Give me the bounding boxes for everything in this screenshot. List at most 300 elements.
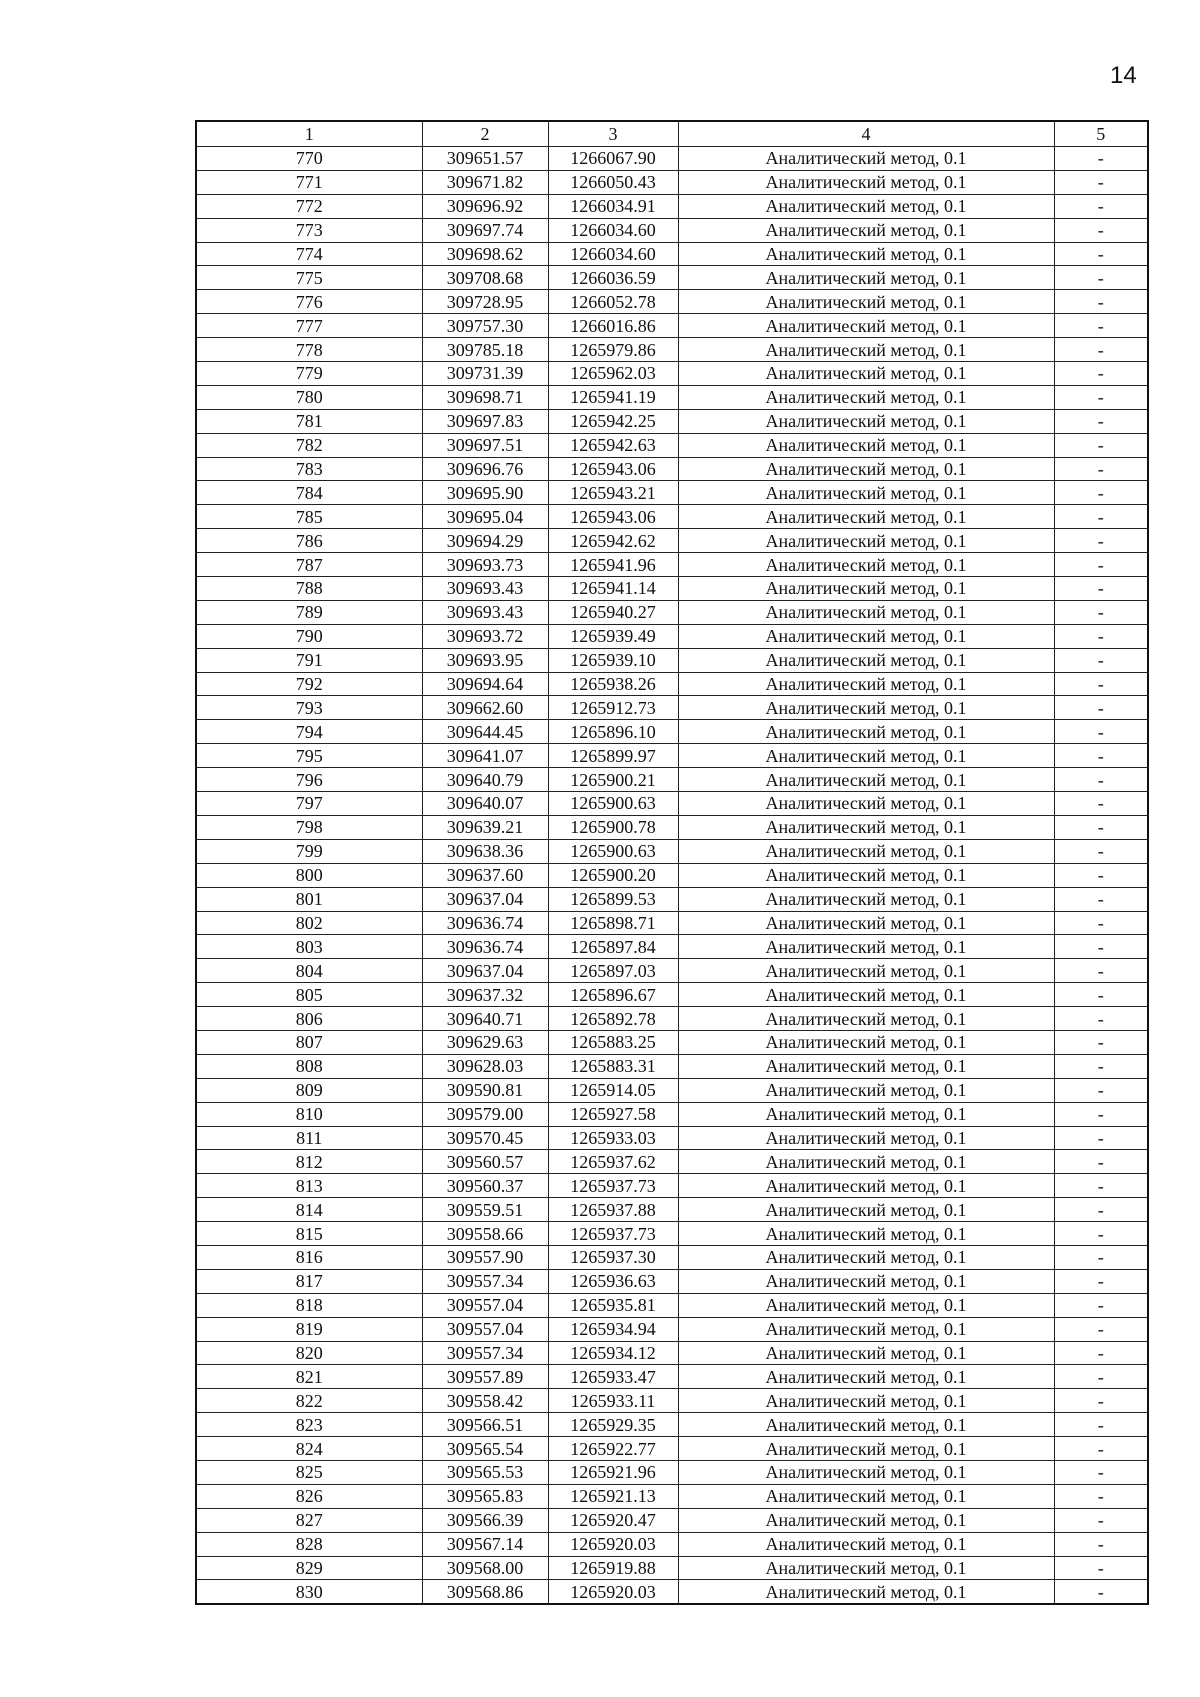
x-coordinate-cell: 309693.95 xyxy=(422,648,548,672)
method-cell: Аналитический метод, 0.1 xyxy=(678,218,1054,242)
x-coordinate-cell: 309557.04 xyxy=(422,1317,548,1341)
x-coordinate-cell: 309557.04 xyxy=(422,1293,548,1317)
y-coordinate-cell: 1265892.78 xyxy=(548,1007,678,1031)
table-row xyxy=(196,553,1148,577)
x-coordinate-cell: 309637.04 xyxy=(422,887,548,911)
description-cell: - xyxy=(1054,744,1148,768)
table-row xyxy=(196,409,1148,433)
x-coordinate-cell: 309560.37 xyxy=(422,1174,548,1198)
method-cell: Аналитический метод, 0.1 xyxy=(678,815,1054,839)
y-coordinate-cell: 1266052.78 xyxy=(548,290,678,314)
point-number-cell: 788 xyxy=(196,577,422,601)
method-cell: Аналитический метод, 0.1 xyxy=(678,744,1054,768)
method-cell: Аналитический метод, 0.1 xyxy=(678,1198,1054,1222)
method-cell: Аналитический метод, 0.1 xyxy=(678,433,1054,457)
table-row xyxy=(196,1341,1148,1365)
y-coordinate-cell: 1266034.60 xyxy=(548,218,678,242)
x-coordinate-cell: 309698.62 xyxy=(422,242,548,266)
x-coordinate-cell: 309565.54 xyxy=(422,1437,548,1461)
description-cell: - xyxy=(1054,194,1148,218)
y-coordinate-cell: 1265943.06 xyxy=(548,457,678,481)
y-coordinate-cell: 1265919.88 xyxy=(548,1556,678,1580)
point-number-cell: 793 xyxy=(196,696,422,720)
point-number-cell: 778 xyxy=(196,338,422,362)
point-number-cell: 799 xyxy=(196,839,422,863)
y-coordinate-cell: 1265942.63 xyxy=(548,433,678,457)
method-cell: Аналитический метод, 0.1 xyxy=(678,935,1054,959)
y-coordinate-cell: 1265942.25 xyxy=(548,409,678,433)
table-row xyxy=(196,720,1148,744)
point-number-cell: 780 xyxy=(196,385,422,409)
point-number-cell: 817 xyxy=(196,1269,422,1293)
table-row xyxy=(196,1293,1148,1317)
y-coordinate-cell: 1265937.62 xyxy=(548,1150,678,1174)
coordinates-table xyxy=(195,120,1149,1605)
y-coordinate-cell: 1265914.05 xyxy=(548,1078,678,1102)
x-coordinate-cell: 309731.39 xyxy=(422,362,548,386)
point-number-cell: 805 xyxy=(196,983,422,1007)
table-row xyxy=(196,1460,1148,1484)
point-number-cell: 776 xyxy=(196,290,422,314)
method-cell: Аналитический метод, 0.1 xyxy=(678,1341,1054,1365)
y-coordinate-cell: 1265897.84 xyxy=(548,935,678,959)
y-coordinate-cell: 1265920.03 xyxy=(548,1580,678,1604)
y-coordinate-cell: 1265920.47 xyxy=(548,1508,678,1532)
description-cell: - xyxy=(1054,266,1148,290)
table-row xyxy=(196,911,1148,935)
y-coordinate-cell: 1265929.35 xyxy=(548,1413,678,1437)
method-cell: Аналитический метод, 0.1 xyxy=(678,457,1054,481)
point-number-cell: 810 xyxy=(196,1102,422,1126)
method-cell: Аналитический метод, 0.1 xyxy=(678,1269,1054,1293)
method-cell: Аналитический метод, 0.1 xyxy=(678,672,1054,696)
method-cell: Аналитический метод, 0.1 xyxy=(678,1102,1054,1126)
method-cell: Аналитический метод, 0.1 xyxy=(678,792,1054,816)
x-coordinate-cell: 309568.86 xyxy=(422,1580,548,1604)
method-cell: Аналитический метод, 0.1 xyxy=(678,1580,1054,1604)
description-cell: - xyxy=(1054,1389,1148,1413)
x-coordinate-cell: 309557.34 xyxy=(422,1341,548,1365)
table-row xyxy=(196,768,1148,792)
x-coordinate-cell: 309640.79 xyxy=(422,768,548,792)
table-row xyxy=(196,648,1148,672)
x-coordinate-cell: 309671.82 xyxy=(422,170,548,194)
y-coordinate-cell: 1265933.03 xyxy=(548,1126,678,1150)
point-number-cell: 795 xyxy=(196,744,422,768)
point-number-cell: 824 xyxy=(196,1437,422,1461)
table-row xyxy=(196,839,1148,863)
description-cell: - xyxy=(1054,1222,1148,1246)
method-cell: Аналитический метод, 0.1 xyxy=(678,1222,1054,1246)
column-header-y-coordinate: 3 xyxy=(548,121,678,147)
point-number-cell: 770 xyxy=(196,147,422,171)
method-cell: Аналитический метод, 0.1 xyxy=(678,911,1054,935)
point-number-cell: 773 xyxy=(196,218,422,242)
description-cell: - xyxy=(1054,768,1148,792)
x-coordinate-cell: 309565.83 xyxy=(422,1484,548,1508)
table-row xyxy=(196,1532,1148,1556)
table-row xyxy=(196,505,1148,529)
y-coordinate-cell: 1265937.73 xyxy=(548,1174,678,1198)
method-cell: Аналитический метод, 0.1 xyxy=(678,1054,1054,1078)
point-number-cell: 798 xyxy=(196,815,422,839)
point-number-cell: 774 xyxy=(196,242,422,266)
y-coordinate-cell: 1265883.25 xyxy=(548,1030,678,1054)
table-row xyxy=(196,170,1148,194)
x-coordinate-cell: 309560.57 xyxy=(422,1150,548,1174)
description-cell: - xyxy=(1054,1126,1148,1150)
method-cell: Аналитический метод, 0.1 xyxy=(678,839,1054,863)
table-row xyxy=(196,1389,1148,1413)
description-cell: - xyxy=(1054,242,1148,266)
point-number-cell: 809 xyxy=(196,1078,422,1102)
description-cell: - xyxy=(1054,314,1148,338)
method-cell: Аналитический метод, 0.1 xyxy=(678,266,1054,290)
method-cell: Аналитический метод, 0.1 xyxy=(678,529,1054,553)
y-coordinate-cell: 1265896.10 xyxy=(548,720,678,744)
description-cell: - xyxy=(1054,1078,1148,1102)
method-cell: Аналитический метод, 0.1 xyxy=(678,1245,1054,1269)
x-coordinate-cell: 309570.45 xyxy=(422,1126,548,1150)
description-cell: - xyxy=(1054,170,1148,194)
point-number-cell: 803 xyxy=(196,935,422,959)
y-coordinate-cell: 1265941.14 xyxy=(548,577,678,601)
y-coordinate-cell: 1265900.21 xyxy=(548,768,678,792)
y-coordinate-cell: 1265943.21 xyxy=(548,481,678,505)
table-row xyxy=(196,959,1148,983)
y-coordinate-cell: 1265921.96 xyxy=(548,1460,678,1484)
y-coordinate-cell: 1265898.71 xyxy=(548,911,678,935)
point-number-cell: 830 xyxy=(196,1580,422,1604)
method-cell: Аналитический метод, 0.1 xyxy=(678,385,1054,409)
description-cell: - xyxy=(1054,577,1148,601)
y-coordinate-cell: 1265899.97 xyxy=(548,744,678,768)
point-number-cell: 807 xyxy=(196,1030,422,1054)
x-coordinate-cell: 309566.51 xyxy=(422,1413,548,1437)
x-coordinate-cell: 309557.34 xyxy=(422,1269,548,1293)
method-cell: Аналитический метод, 0.1 xyxy=(678,1460,1054,1484)
description-cell: - xyxy=(1054,815,1148,839)
table-row xyxy=(196,1174,1148,1198)
x-coordinate-cell: 309557.90 xyxy=(422,1245,548,1269)
y-coordinate-cell: 1265933.11 xyxy=(548,1389,678,1413)
x-coordinate-cell: 309695.90 xyxy=(422,481,548,505)
table-row xyxy=(196,290,1148,314)
x-coordinate-cell: 309628.03 xyxy=(422,1054,548,1078)
x-coordinate-cell: 309567.14 xyxy=(422,1532,548,1556)
y-coordinate-cell: 1265943.06 xyxy=(548,505,678,529)
description-cell: - xyxy=(1054,147,1148,171)
point-number-cell: 829 xyxy=(196,1556,422,1580)
x-coordinate-cell: 309590.81 xyxy=(422,1078,548,1102)
description-cell: - xyxy=(1054,385,1148,409)
point-number-cell: 791 xyxy=(196,648,422,672)
point-number-cell: 826 xyxy=(196,1484,422,1508)
y-coordinate-cell: 1265939.10 xyxy=(548,648,678,672)
y-coordinate-cell: 1265897.03 xyxy=(548,959,678,983)
point-number-cell: 804 xyxy=(196,959,422,983)
point-number-cell: 796 xyxy=(196,768,422,792)
description-cell: - xyxy=(1054,481,1148,505)
y-coordinate-cell: 1265962.03 xyxy=(548,362,678,386)
y-coordinate-cell: 1265937.73 xyxy=(548,1222,678,1246)
x-coordinate-cell: 309693.72 xyxy=(422,624,548,648)
x-coordinate-cell: 309637.32 xyxy=(422,983,548,1007)
point-number-cell: 771 xyxy=(196,170,422,194)
table-row xyxy=(196,1245,1148,1269)
x-coordinate-cell: 309785.18 xyxy=(422,338,548,362)
y-coordinate-cell: 1265938.26 xyxy=(548,672,678,696)
method-cell: Аналитический метод, 0.1 xyxy=(678,147,1054,171)
method-cell: Аналитический метод, 0.1 xyxy=(678,1078,1054,1102)
x-coordinate-cell: 309693.43 xyxy=(422,600,548,624)
method-cell: Аналитический метод, 0.1 xyxy=(678,1508,1054,1532)
description-cell: - xyxy=(1054,1532,1148,1556)
y-coordinate-cell: 1265912.73 xyxy=(548,696,678,720)
description-cell: - xyxy=(1054,1102,1148,1126)
point-number-cell: 813 xyxy=(196,1174,422,1198)
y-coordinate-cell: 1265979.86 xyxy=(548,338,678,362)
point-number-cell: 784 xyxy=(196,481,422,505)
table-row xyxy=(196,1126,1148,1150)
column-header-method: 4 xyxy=(678,121,1054,147)
table-row xyxy=(196,792,1148,816)
x-coordinate-cell: 309559.51 xyxy=(422,1198,548,1222)
method-cell: Аналитический метод, 0.1 xyxy=(678,768,1054,792)
x-coordinate-cell: 309696.76 xyxy=(422,457,548,481)
table-row xyxy=(196,242,1148,266)
point-number-cell: 797 xyxy=(196,792,422,816)
x-coordinate-cell: 309565.53 xyxy=(422,1460,548,1484)
description-cell: - xyxy=(1054,505,1148,529)
y-coordinate-cell: 1266050.43 xyxy=(548,170,678,194)
column-header-point-number: 1 xyxy=(196,121,422,147)
point-number-cell: 802 xyxy=(196,911,422,935)
point-number-cell: 819 xyxy=(196,1317,422,1341)
y-coordinate-cell: 1265920.03 xyxy=(548,1532,678,1556)
method-cell: Аналитический метод, 0.1 xyxy=(678,624,1054,648)
description-cell: - xyxy=(1054,1556,1148,1580)
description-cell: - xyxy=(1054,1174,1148,1198)
table-row xyxy=(196,194,1148,218)
table-row xyxy=(196,815,1148,839)
table-row xyxy=(196,672,1148,696)
table-row xyxy=(196,218,1148,242)
x-coordinate-cell: 309637.60 xyxy=(422,863,548,887)
x-coordinate-cell: 309637.04 xyxy=(422,959,548,983)
description-cell: - xyxy=(1054,362,1148,386)
description-cell: - xyxy=(1054,863,1148,887)
point-number-cell: 801 xyxy=(196,887,422,911)
point-number-cell: 812 xyxy=(196,1150,422,1174)
table-row xyxy=(196,314,1148,338)
method-cell: Аналитический метод, 0.1 xyxy=(678,1007,1054,1031)
table-row xyxy=(196,1580,1148,1604)
x-coordinate-cell: 309757.30 xyxy=(422,314,548,338)
description-cell: - xyxy=(1054,935,1148,959)
x-coordinate-cell: 309697.83 xyxy=(422,409,548,433)
table-row xyxy=(196,457,1148,481)
table-row xyxy=(196,577,1148,601)
point-number-cell: 779 xyxy=(196,362,422,386)
y-coordinate-cell: 1265940.27 xyxy=(548,600,678,624)
method-cell: Аналитический метод, 0.1 xyxy=(678,1532,1054,1556)
point-number-cell: 825 xyxy=(196,1460,422,1484)
column-header-description: 5 xyxy=(1054,121,1148,147)
table-row xyxy=(196,1317,1148,1341)
description-cell: - xyxy=(1054,553,1148,577)
description-cell: - xyxy=(1054,218,1148,242)
description-cell: - xyxy=(1054,433,1148,457)
description-cell: - xyxy=(1054,1269,1148,1293)
point-number-cell: 827 xyxy=(196,1508,422,1532)
table-row xyxy=(196,1102,1148,1126)
description-cell: - xyxy=(1054,983,1148,1007)
y-coordinate-cell: 1265900.78 xyxy=(548,815,678,839)
point-number-cell: 821 xyxy=(196,1365,422,1389)
table-row xyxy=(196,863,1148,887)
table-header-row xyxy=(196,121,1148,147)
table-row xyxy=(196,1222,1148,1246)
method-cell: Аналитический метод, 0.1 xyxy=(678,1556,1054,1580)
x-coordinate-cell: 309568.00 xyxy=(422,1556,548,1580)
description-cell: - xyxy=(1054,1437,1148,1461)
method-cell: Аналитический метод, 0.1 xyxy=(678,1150,1054,1174)
table-row xyxy=(196,433,1148,457)
table-row xyxy=(196,696,1148,720)
point-number-cell: 806 xyxy=(196,1007,422,1031)
y-coordinate-cell: 1265935.81 xyxy=(548,1293,678,1317)
point-number-cell: 785 xyxy=(196,505,422,529)
method-cell: Аналитический метод, 0.1 xyxy=(678,720,1054,744)
y-coordinate-cell: 1265900.63 xyxy=(548,839,678,863)
method-cell: Аналитический метод, 0.1 xyxy=(678,600,1054,624)
x-coordinate-cell: 309557.89 xyxy=(422,1365,548,1389)
description-cell: - xyxy=(1054,624,1148,648)
description-cell: - xyxy=(1054,1150,1148,1174)
method-cell: Аналитический метод, 0.1 xyxy=(678,362,1054,386)
point-number-cell: 790 xyxy=(196,624,422,648)
method-cell: Аналитический метод, 0.1 xyxy=(678,314,1054,338)
method-cell: Аналитический метод, 0.1 xyxy=(678,1030,1054,1054)
description-cell: - xyxy=(1054,672,1148,696)
y-coordinate-cell: 1266034.60 xyxy=(548,242,678,266)
description-cell: - xyxy=(1054,409,1148,433)
x-coordinate-cell: 309558.66 xyxy=(422,1222,548,1246)
table-row xyxy=(196,1269,1148,1293)
table-row xyxy=(196,1150,1148,1174)
description-cell: - xyxy=(1054,1198,1148,1222)
description-cell: - xyxy=(1054,1317,1148,1341)
table-row xyxy=(196,983,1148,1007)
description-cell: - xyxy=(1054,1484,1148,1508)
y-coordinate-cell: 1265934.94 xyxy=(548,1317,678,1341)
y-coordinate-cell: 1266067.90 xyxy=(548,147,678,171)
point-number-cell: 792 xyxy=(196,672,422,696)
y-coordinate-cell: 1265942.62 xyxy=(548,529,678,553)
table-row xyxy=(196,1437,1148,1461)
method-cell: Аналитический метод, 0.1 xyxy=(678,1174,1054,1198)
method-cell: Аналитический метод, 0.1 xyxy=(678,1365,1054,1389)
point-number-cell: 822 xyxy=(196,1389,422,1413)
y-coordinate-cell: 1265936.63 xyxy=(548,1269,678,1293)
x-coordinate-cell: 309640.71 xyxy=(422,1007,548,1031)
y-coordinate-cell: 1265937.30 xyxy=(548,1245,678,1269)
x-coordinate-cell: 309579.00 xyxy=(422,1102,548,1126)
method-cell: Аналитический метод, 0.1 xyxy=(678,194,1054,218)
table-row xyxy=(196,385,1148,409)
page-number: 14 xyxy=(1110,62,1137,89)
x-coordinate-cell: 309697.74 xyxy=(422,218,548,242)
table-row xyxy=(196,1030,1148,1054)
description-cell: - xyxy=(1054,1413,1148,1437)
x-coordinate-cell: 309662.60 xyxy=(422,696,548,720)
table-row xyxy=(196,529,1148,553)
x-coordinate-cell: 309640.07 xyxy=(422,792,548,816)
column-header-x-coordinate: 2 xyxy=(422,121,548,147)
x-coordinate-cell: 309644.45 xyxy=(422,720,548,744)
table-row xyxy=(196,1054,1148,1078)
y-coordinate-cell: 1265900.20 xyxy=(548,863,678,887)
y-coordinate-cell: 1266036.59 xyxy=(548,266,678,290)
point-number-cell: 818 xyxy=(196,1293,422,1317)
x-coordinate-cell: 309698.71 xyxy=(422,385,548,409)
point-number-cell: 823 xyxy=(196,1413,422,1437)
description-cell: - xyxy=(1054,1293,1148,1317)
y-coordinate-cell: 1265937.88 xyxy=(548,1198,678,1222)
x-coordinate-cell: 309641.07 xyxy=(422,744,548,768)
x-coordinate-cell: 309558.42 xyxy=(422,1389,548,1413)
point-number-cell: 828 xyxy=(196,1532,422,1556)
method-cell: Аналитический метод, 0.1 xyxy=(678,577,1054,601)
point-number-cell: 814 xyxy=(196,1198,422,1222)
x-coordinate-cell: 309639.21 xyxy=(422,815,548,839)
y-coordinate-cell: 1265896.67 xyxy=(548,983,678,1007)
method-cell: Аналитический метод, 0.1 xyxy=(678,959,1054,983)
table-row xyxy=(196,935,1148,959)
x-coordinate-cell: 309629.63 xyxy=(422,1030,548,1054)
method-cell: Аналитический метод, 0.1 xyxy=(678,648,1054,672)
method-cell: Аналитический метод, 0.1 xyxy=(678,338,1054,362)
x-coordinate-cell: 309693.73 xyxy=(422,553,548,577)
description-cell: - xyxy=(1054,792,1148,816)
table-row xyxy=(196,600,1148,624)
x-coordinate-cell: 309695.04 xyxy=(422,505,548,529)
method-cell: Аналитический метод, 0.1 xyxy=(678,170,1054,194)
y-coordinate-cell: 1265939.49 xyxy=(548,624,678,648)
point-number-cell: 815 xyxy=(196,1222,422,1246)
table-body xyxy=(196,147,1148,1605)
method-cell: Аналитический метод, 0.1 xyxy=(678,863,1054,887)
table-row xyxy=(196,1484,1148,1508)
point-number-cell: 782 xyxy=(196,433,422,457)
description-cell: - xyxy=(1054,1054,1148,1078)
description-cell: - xyxy=(1054,1580,1148,1604)
point-number-cell: 808 xyxy=(196,1054,422,1078)
table-row xyxy=(196,481,1148,505)
table-row xyxy=(196,624,1148,648)
x-coordinate-cell: 309566.39 xyxy=(422,1508,548,1532)
method-cell: Аналитический метод, 0.1 xyxy=(678,1413,1054,1437)
method-cell: Аналитический метод, 0.1 xyxy=(678,242,1054,266)
y-coordinate-cell: 1266034.91 xyxy=(548,194,678,218)
point-number-cell: 800 xyxy=(196,863,422,887)
y-coordinate-cell: 1265921.13 xyxy=(548,1484,678,1508)
table-row xyxy=(196,362,1148,386)
method-cell: Аналитический метод, 0.1 xyxy=(678,1437,1054,1461)
description-cell: - xyxy=(1054,290,1148,314)
table-row xyxy=(196,1508,1148,1532)
